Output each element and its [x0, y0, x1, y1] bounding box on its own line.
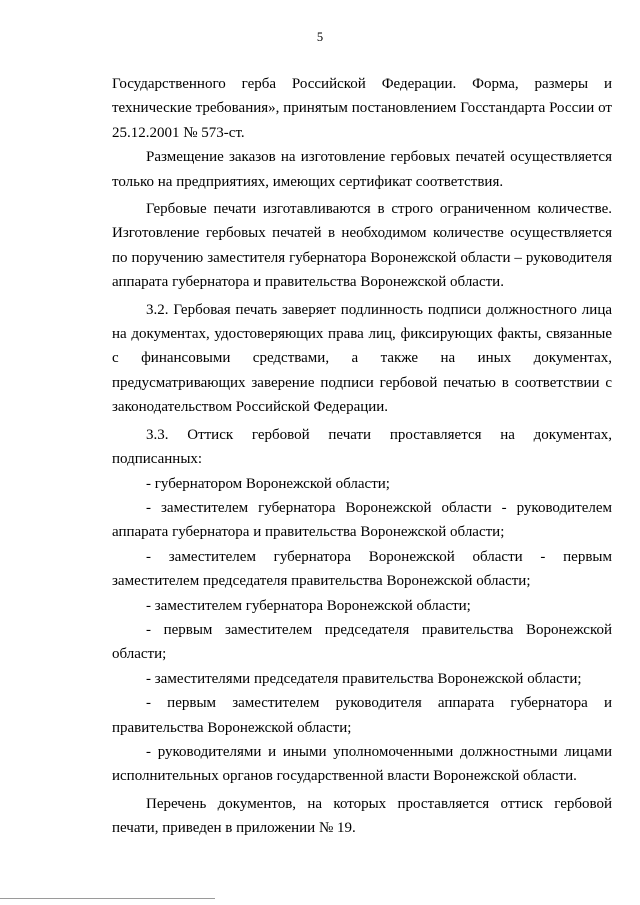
list-item-first-deputy-chair: - первым заместителем председателя правительства Воронежской области;: [112, 621, 612, 663]
document-body: [112, 72, 612, 841]
list-item-deputy-head-of-staff: - заместителем губернатора Воронежской области - руководителем аппарата губернатора и правительства Воронежской области;: [112, 499, 612, 541]
paragraph-3-2: 3.2. Гербовая печать заверяет подлинность подписи должностного лица на документах, удостоверяющих права лиц, фиксирующих факты, связанные с финансовыми средствами, а также на иных документах, предусматривающих заверение подписи гербовой печатью в соответствии с законодательством Российской Федерации.: [112, 301, 612, 416]
paragraph-gost-reference: Государственного герба Российской Федерации. Форма, размеры и технические требования», принятым постановлением Госстандарта России от 25.12.2001 № 573-ст.: [112, 76, 612, 141]
footer-divider: [0, 898, 215, 899]
paragraph-order-placement: Размещение заказов на изготовление гербовых печатей осуществляется только на предприятиях, имеющих сертификат соответствия.: [112, 149, 612, 190]
list-item-deputy-chairs: - заместителями председателя правительства Воронежской области;: [146, 670, 582, 687]
paragraph-appendix-reference: Перечень документов, на которых проставляется оттиск гербовой печати, приведен в приложении № 19.: [112, 795, 612, 837]
paragraph-3-3: 3.3. Оттиск гербовой печати проставляется на документах, подписанных:: [112, 426, 612, 468]
list-item-executive-officials: - руководителями и иными уполномоченными должностными лицами исполнительных органов государственной власти Воронежской области.: [112, 743, 612, 785]
page-number: 5: [316, 30, 324, 44]
list-item-deputy-governor: - заместителем губернатора Воронежской области;: [146, 597, 471, 614]
list-item-governor: - губернатором Воронежской области;: [146, 475, 390, 492]
paragraph-seal-production: Гербовые печати изготавливаются в строго ограниченном количестве. Изготовление гербовых печатей в необходимом количестве осуществляется по поручению заместителя губернатора Воронежской области – руководителя аппарата губернатора и правительства Воронежской области.: [112, 201, 612, 291]
list-item-first-deputy-head-of-staff: - первым заместителем руководителя аппарата губернатора и правительства Воронежской области;: [112, 695, 612, 736]
list-item-deputy-first-deputy-chair: - заместителем губернатора Воронежской области - первым заместителем председателя правительства Воронежской области;: [112, 548, 612, 590]
